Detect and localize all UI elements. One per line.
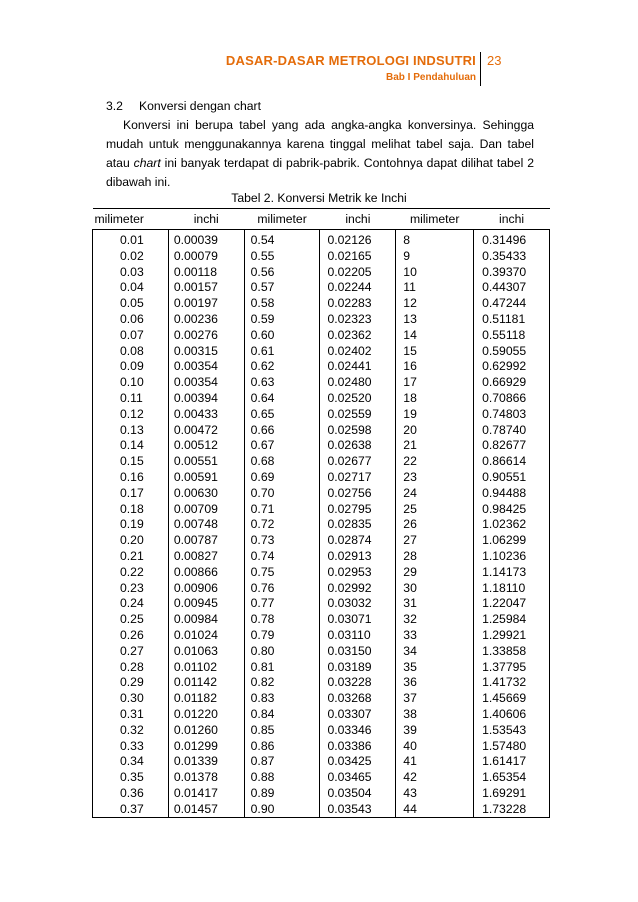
table-cell: 0.01260	[168, 723, 244, 739]
table-cell: 0.01	[93, 230, 169, 249]
conversion-table	[92, 208, 550, 818]
table-cell: 0.59055	[474, 344, 550, 360]
table-cell: 29	[396, 565, 474, 581]
table-cell: 0.82677	[474, 438, 550, 454]
table-cell: 0.71	[244, 502, 320, 518]
table-cell: 0.01220	[168, 707, 244, 723]
table-cell: 0.33	[93, 739, 169, 755]
table-header-row	[93, 209, 550, 230]
table-cell: 0.03268	[320, 691, 396, 707]
table-cell: 0.28	[93, 660, 169, 676]
table-cell: 0.01299	[168, 739, 244, 755]
table-cell: 0.01142	[168, 675, 244, 691]
table-cell: 40	[396, 739, 474, 755]
table-cell: 0.00118	[168, 265, 244, 281]
table-cell: 13	[396, 312, 474, 328]
table-cell: 24	[396, 486, 474, 502]
table-cell: 12	[396, 296, 474, 312]
table-cell: 0.05	[93, 296, 169, 312]
table-cell: 0.18	[93, 502, 169, 518]
table-cell: 22	[396, 454, 474, 470]
table-cell: 11	[396, 280, 474, 296]
table-cell: 30	[396, 581, 474, 597]
table-cell: 0.00472	[168, 423, 244, 439]
table-cell: 36	[396, 675, 474, 691]
table-row	[93, 438, 550, 454]
table-cell: 0.98425	[474, 502, 550, 518]
table-cell: 0.34	[93, 754, 169, 770]
table-cell: 0.67	[244, 438, 320, 454]
table-cell: 0.55	[244, 249, 320, 265]
table-cell: 1.40606	[474, 707, 550, 723]
table-cell: 0.00315	[168, 344, 244, 360]
table-cell: 0.00079	[168, 249, 244, 265]
table-cell: 0.35433	[474, 249, 550, 265]
table-cell: 1.33858	[474, 644, 550, 660]
table-cell: 0.02480	[320, 375, 396, 391]
table-cell: 21	[396, 438, 474, 454]
table-cell: 0.00512	[168, 438, 244, 454]
table-cell: 0.01182	[168, 691, 244, 707]
table-cell: 0.74	[244, 549, 320, 565]
table-cell: 44	[396, 802, 474, 818]
table-cell: 0.02835	[320, 517, 396, 533]
table-row	[93, 691, 550, 707]
table-cell: 27	[396, 533, 474, 549]
table-row	[93, 739, 550, 755]
table-cell: 0.01024	[168, 628, 244, 644]
table-cell: 0.31496	[474, 230, 550, 249]
table-cell: 19	[396, 407, 474, 423]
table-cell: 10	[396, 265, 474, 281]
table-cell: 0.70866	[474, 391, 550, 407]
table-cell: 0.37	[93, 802, 169, 818]
table-cell: 42	[396, 770, 474, 786]
table-cell: 35	[396, 660, 474, 676]
table-cell: 0.03032	[320, 596, 396, 612]
table-cell: 14	[396, 328, 474, 344]
table-cell: 0.02165	[320, 249, 396, 265]
table-cell: 0.74803	[474, 407, 550, 423]
table-cell: 0.01102	[168, 660, 244, 676]
table-cell: 1.18110	[474, 581, 550, 597]
table-cell: 0.63	[244, 375, 320, 391]
table-cell: 1.06299	[474, 533, 550, 549]
table-cell: 34	[396, 644, 474, 660]
table-row	[93, 660, 550, 676]
table-cell: 0.55118	[474, 328, 550, 344]
table-cell: 0.90551	[474, 470, 550, 486]
table-cell: 41	[396, 754, 474, 770]
table-cell: 0.02795	[320, 502, 396, 518]
table-cell: 38	[396, 707, 474, 723]
table-cell: 0.27	[93, 644, 169, 660]
table-cell: 0.02638	[320, 438, 396, 454]
table-cell: 0.03425	[320, 754, 396, 770]
table-row	[93, 675, 550, 691]
table-cell: 0.03189	[320, 660, 396, 676]
table-cell: 0.02677	[320, 454, 396, 470]
table-cell: 0.00551	[168, 454, 244, 470]
table-cell: 0.72	[244, 517, 320, 533]
table-cell: 0.00039	[168, 230, 244, 249]
column-header: milimeter	[396, 209, 474, 230]
table-cell: 1.61417	[474, 754, 550, 770]
table-cell: 0.00709	[168, 502, 244, 518]
table-cell: 16	[396, 359, 474, 375]
table-row	[93, 312, 550, 328]
table-cell: 0.56	[244, 265, 320, 281]
table-cell: 0.77	[244, 596, 320, 612]
table-cell: 0.69	[244, 470, 320, 486]
table-cell: 0.23	[93, 581, 169, 597]
table-cell: 1.65354	[474, 770, 550, 786]
table-cell: 0.16	[93, 470, 169, 486]
table-cell: 0.66	[244, 423, 320, 439]
table-cell: 0.02441	[320, 359, 396, 375]
table-cell: 0.00591	[168, 470, 244, 486]
table-cell: 0.03228	[320, 675, 396, 691]
table-cell: 0.02992	[320, 581, 396, 597]
table-cell: 0.79	[244, 628, 320, 644]
table-cell: 0.76	[244, 581, 320, 597]
table-cell: 32	[396, 612, 474, 628]
section-heading	[106, 97, 534, 116]
page-number: 23	[487, 53, 502, 68]
table-cell: 1.53543	[474, 723, 550, 739]
table-cell: 0.64	[244, 391, 320, 407]
table-cell: 0.03504	[320, 786, 396, 802]
table-cell: 0.94488	[474, 486, 550, 502]
table-cell: 0.13	[93, 423, 169, 439]
table-cell: 0.02323	[320, 312, 396, 328]
table-cell: 0.00827	[168, 549, 244, 565]
table-cell: 0.25	[93, 612, 169, 628]
page-header	[0, 52, 638, 96]
table-cell: 1.10236	[474, 549, 550, 565]
book-title: DASAR-DASAR METROLOGI INDSUTRI	[225, 53, 476, 68]
table-cell: 0.90	[244, 802, 320, 818]
table-cell: 0.84	[244, 707, 320, 723]
table-row	[93, 344, 550, 360]
table-row	[93, 644, 550, 660]
table-cell: 0.22	[93, 565, 169, 581]
table-cell: 0.01378	[168, 770, 244, 786]
paragraph-text-2: ini banyak terdapat di pabrik-pabrik. Contohnya dapat dilihat tabel 2 dibawah ini.	[106, 156, 534, 189]
table-cell: 1.69291	[474, 786, 550, 802]
table-cell: 0.00984	[168, 612, 244, 628]
table-cell: 0.70	[244, 486, 320, 502]
table-cell: 43	[396, 786, 474, 802]
table-cell: 0.51181	[474, 312, 550, 328]
table-cell: 0.15	[93, 454, 169, 470]
table-cell: 0.88	[244, 770, 320, 786]
table-cell: 0.86	[244, 739, 320, 755]
table-row	[93, 407, 550, 423]
paragraph-text-1: Konversi ini berupa tabel yang ada angka-angka konversinya. Sehingga mudah untuk menggunakannya karena tinggal melihat tabel saja. Dan tabel atau	[106, 118, 534, 170]
table-cell: 15	[396, 344, 474, 360]
table-cell: 0.11	[93, 391, 169, 407]
table-cell: 0.03	[93, 265, 169, 281]
table-cell: 39	[396, 723, 474, 739]
column-header: milimeter	[244, 209, 320, 230]
table-cell: 37	[396, 691, 474, 707]
table-row	[93, 802, 550, 818]
table-cell: 0.30	[93, 691, 169, 707]
table-cell: 0.31	[93, 707, 169, 723]
table-cell: 0.26	[93, 628, 169, 644]
table-cell: 0.02520	[320, 391, 396, 407]
paragraph-italic: chart	[133, 156, 161, 170]
header-divider	[480, 52, 481, 86]
table-cell: 25	[396, 502, 474, 518]
table-cell: 0.19	[93, 517, 169, 533]
table-row	[93, 754, 550, 770]
table-cell: 0.85	[244, 723, 320, 739]
table-cell: 0.78	[244, 612, 320, 628]
table-cell: 0.80	[244, 644, 320, 660]
table-row	[93, 328, 550, 344]
table-cell: 1.25984	[474, 612, 550, 628]
table-cell: 0.00354	[168, 359, 244, 375]
table-cell: 0.03307	[320, 707, 396, 723]
table-cell: 0.87	[244, 754, 320, 770]
table-cell: 23	[396, 470, 474, 486]
table-cell: 33	[396, 628, 474, 644]
table-row	[93, 486, 550, 502]
table-cell: 0.83	[244, 691, 320, 707]
table-cell: 0.00630	[168, 486, 244, 502]
table-cell: 0.59	[244, 312, 320, 328]
table-cell: 1.22047	[474, 596, 550, 612]
table-cell: 1.45669	[474, 691, 550, 707]
section-paragraph	[106, 116, 534, 192]
table-row	[93, 581, 550, 597]
table-caption: Tabel 2. Konversi Metrik ke Inchi	[231, 191, 407, 205]
table-cell: 0.44307	[474, 280, 550, 296]
table-cell: 0.57	[244, 280, 320, 296]
table-cell: 0.36	[93, 786, 169, 802]
table-cell: 1.41732	[474, 675, 550, 691]
table-cell: 8	[396, 230, 474, 249]
table-cell: 0.65	[244, 407, 320, 423]
table-cell: 0.00276	[168, 328, 244, 344]
table-row	[93, 596, 550, 612]
table-row	[93, 296, 550, 312]
table-row	[93, 707, 550, 723]
table-cell: 0.00945	[168, 596, 244, 612]
section-body	[106, 97, 534, 192]
table-cell: 0.03071	[320, 612, 396, 628]
table-cell: 0.00787	[168, 533, 244, 549]
table-row	[93, 359, 550, 375]
table-row	[93, 770, 550, 786]
table-cell: 0.03346	[320, 723, 396, 739]
table-cell: 0.08	[93, 344, 169, 360]
table-row	[93, 375, 550, 391]
table-cell: 0.14	[93, 438, 169, 454]
table-cell: 0.00236	[168, 312, 244, 328]
table-cell: 26	[396, 517, 474, 533]
table-cell: 0.58	[244, 296, 320, 312]
table-cell: 0.02559	[320, 407, 396, 423]
table-cell: 0.02362	[320, 328, 396, 344]
table-cell: 0.03110	[320, 628, 396, 644]
table-row	[93, 280, 550, 296]
table-cell: 17	[396, 375, 474, 391]
table-cell: 1.73228	[474, 802, 550, 818]
table-cell: 0.81	[244, 660, 320, 676]
table-cell: 0.02756	[320, 486, 396, 502]
table-cell: 0.68	[244, 454, 320, 470]
table-cell: 0.78740	[474, 423, 550, 439]
table-cell: 1.29921	[474, 628, 550, 644]
table-cell: 0.82	[244, 675, 320, 691]
table-cell: 1.37795	[474, 660, 550, 676]
table-row	[93, 454, 550, 470]
table-cell: 28	[396, 549, 474, 565]
table-cell: 0.06	[93, 312, 169, 328]
table-cell: 0.35	[93, 770, 169, 786]
table-cell: 0.01339	[168, 754, 244, 770]
table-cell: 0.62992	[474, 359, 550, 375]
table-cell: 0.02	[93, 249, 169, 265]
table-cell: 0.00433	[168, 407, 244, 423]
table-cell: 0.00157	[168, 280, 244, 296]
table-cell: 0.02874	[320, 533, 396, 549]
table-cell: 0.24	[93, 596, 169, 612]
table-row	[93, 423, 550, 439]
table-row	[93, 723, 550, 739]
table-row	[93, 786, 550, 802]
table-cell: 1.02362	[474, 517, 550, 533]
table-cell: 0.03386	[320, 739, 396, 755]
table-cell: 0.00197	[168, 296, 244, 312]
table-cell: 0.02717	[320, 470, 396, 486]
table-cell: 0.03465	[320, 770, 396, 786]
table-cell: 0.02402	[320, 344, 396, 360]
table-cell: 0.03150	[320, 644, 396, 660]
table-cell: 0.54	[244, 230, 320, 249]
table-cell: 0.02283	[320, 296, 396, 312]
table-cell: 0.00354	[168, 375, 244, 391]
table-cell: 0.75	[244, 565, 320, 581]
column-header: milimeter	[93, 209, 169, 230]
table-cell: 0.66929	[474, 375, 550, 391]
column-header: inchi	[168, 209, 244, 230]
table-cell: 0.60	[244, 328, 320, 344]
table-cell: 0.04	[93, 280, 169, 296]
table-row	[93, 502, 550, 518]
table-cell: 0.00866	[168, 565, 244, 581]
table-cell: 1.57480	[474, 739, 550, 755]
table-cell: 0.02913	[320, 549, 396, 565]
table-cell: 0.29	[93, 675, 169, 691]
table-cell: 0.20	[93, 533, 169, 549]
table-row	[93, 628, 550, 644]
table-cell: 20	[396, 423, 474, 439]
table-cell: 0.62	[244, 359, 320, 375]
table-cell: 0.86614	[474, 454, 550, 470]
table-cell: 0.01063	[168, 644, 244, 660]
table-cell: 0.00394	[168, 391, 244, 407]
table-row	[93, 265, 550, 281]
table-cell: 9	[396, 249, 474, 265]
chapter-subtitle: Bab I Pendahuluan	[385, 72, 476, 83]
table-cell: 0.00906	[168, 581, 244, 597]
table-cell: 0.09	[93, 359, 169, 375]
table-row	[93, 391, 550, 407]
table-cell: 0.12	[93, 407, 169, 423]
table-cell: 0.17	[93, 486, 169, 502]
table-cell: 0.07	[93, 328, 169, 344]
table-body	[93, 230, 550, 818]
table-row	[93, 612, 550, 628]
table-cell: 0.39370	[474, 265, 550, 281]
column-header: inchi	[320, 209, 396, 230]
table-cell: 0.89	[244, 786, 320, 802]
table-cell: 0.03543	[320, 802, 396, 818]
table-cell: 0.02598	[320, 423, 396, 439]
table-cell: 0.00748	[168, 517, 244, 533]
table-row	[93, 517, 550, 533]
table-cell: 1.14173	[474, 565, 550, 581]
table-cell: 0.32	[93, 723, 169, 739]
table-cell: 0.47244	[474, 296, 550, 312]
table-cell: 0.01417	[168, 786, 244, 802]
table-cell: 0.02244	[320, 280, 396, 296]
section-number: 3.2	[106, 99, 123, 113]
table-row	[93, 470, 550, 486]
table-cell: 0.21	[93, 549, 169, 565]
table-row	[93, 549, 550, 565]
table-row	[93, 533, 550, 549]
table-cell: 0.61	[244, 344, 320, 360]
table-cell: 0.73	[244, 533, 320, 549]
table-row	[93, 565, 550, 581]
table-row	[93, 230, 550, 249]
section-title: Konversi dengan chart	[139, 99, 261, 113]
column-header: inchi	[474, 209, 550, 230]
table-cell: 0.01457	[168, 802, 244, 818]
table-row	[93, 249, 550, 265]
table-cell: 0.10	[93, 375, 169, 391]
table-cell: 0.02953	[320, 565, 396, 581]
table-cell: 18	[396, 391, 474, 407]
table-cell: 0.02205	[320, 265, 396, 281]
table-cell: 0.02126	[320, 230, 396, 249]
table-cell: 31	[396, 596, 474, 612]
